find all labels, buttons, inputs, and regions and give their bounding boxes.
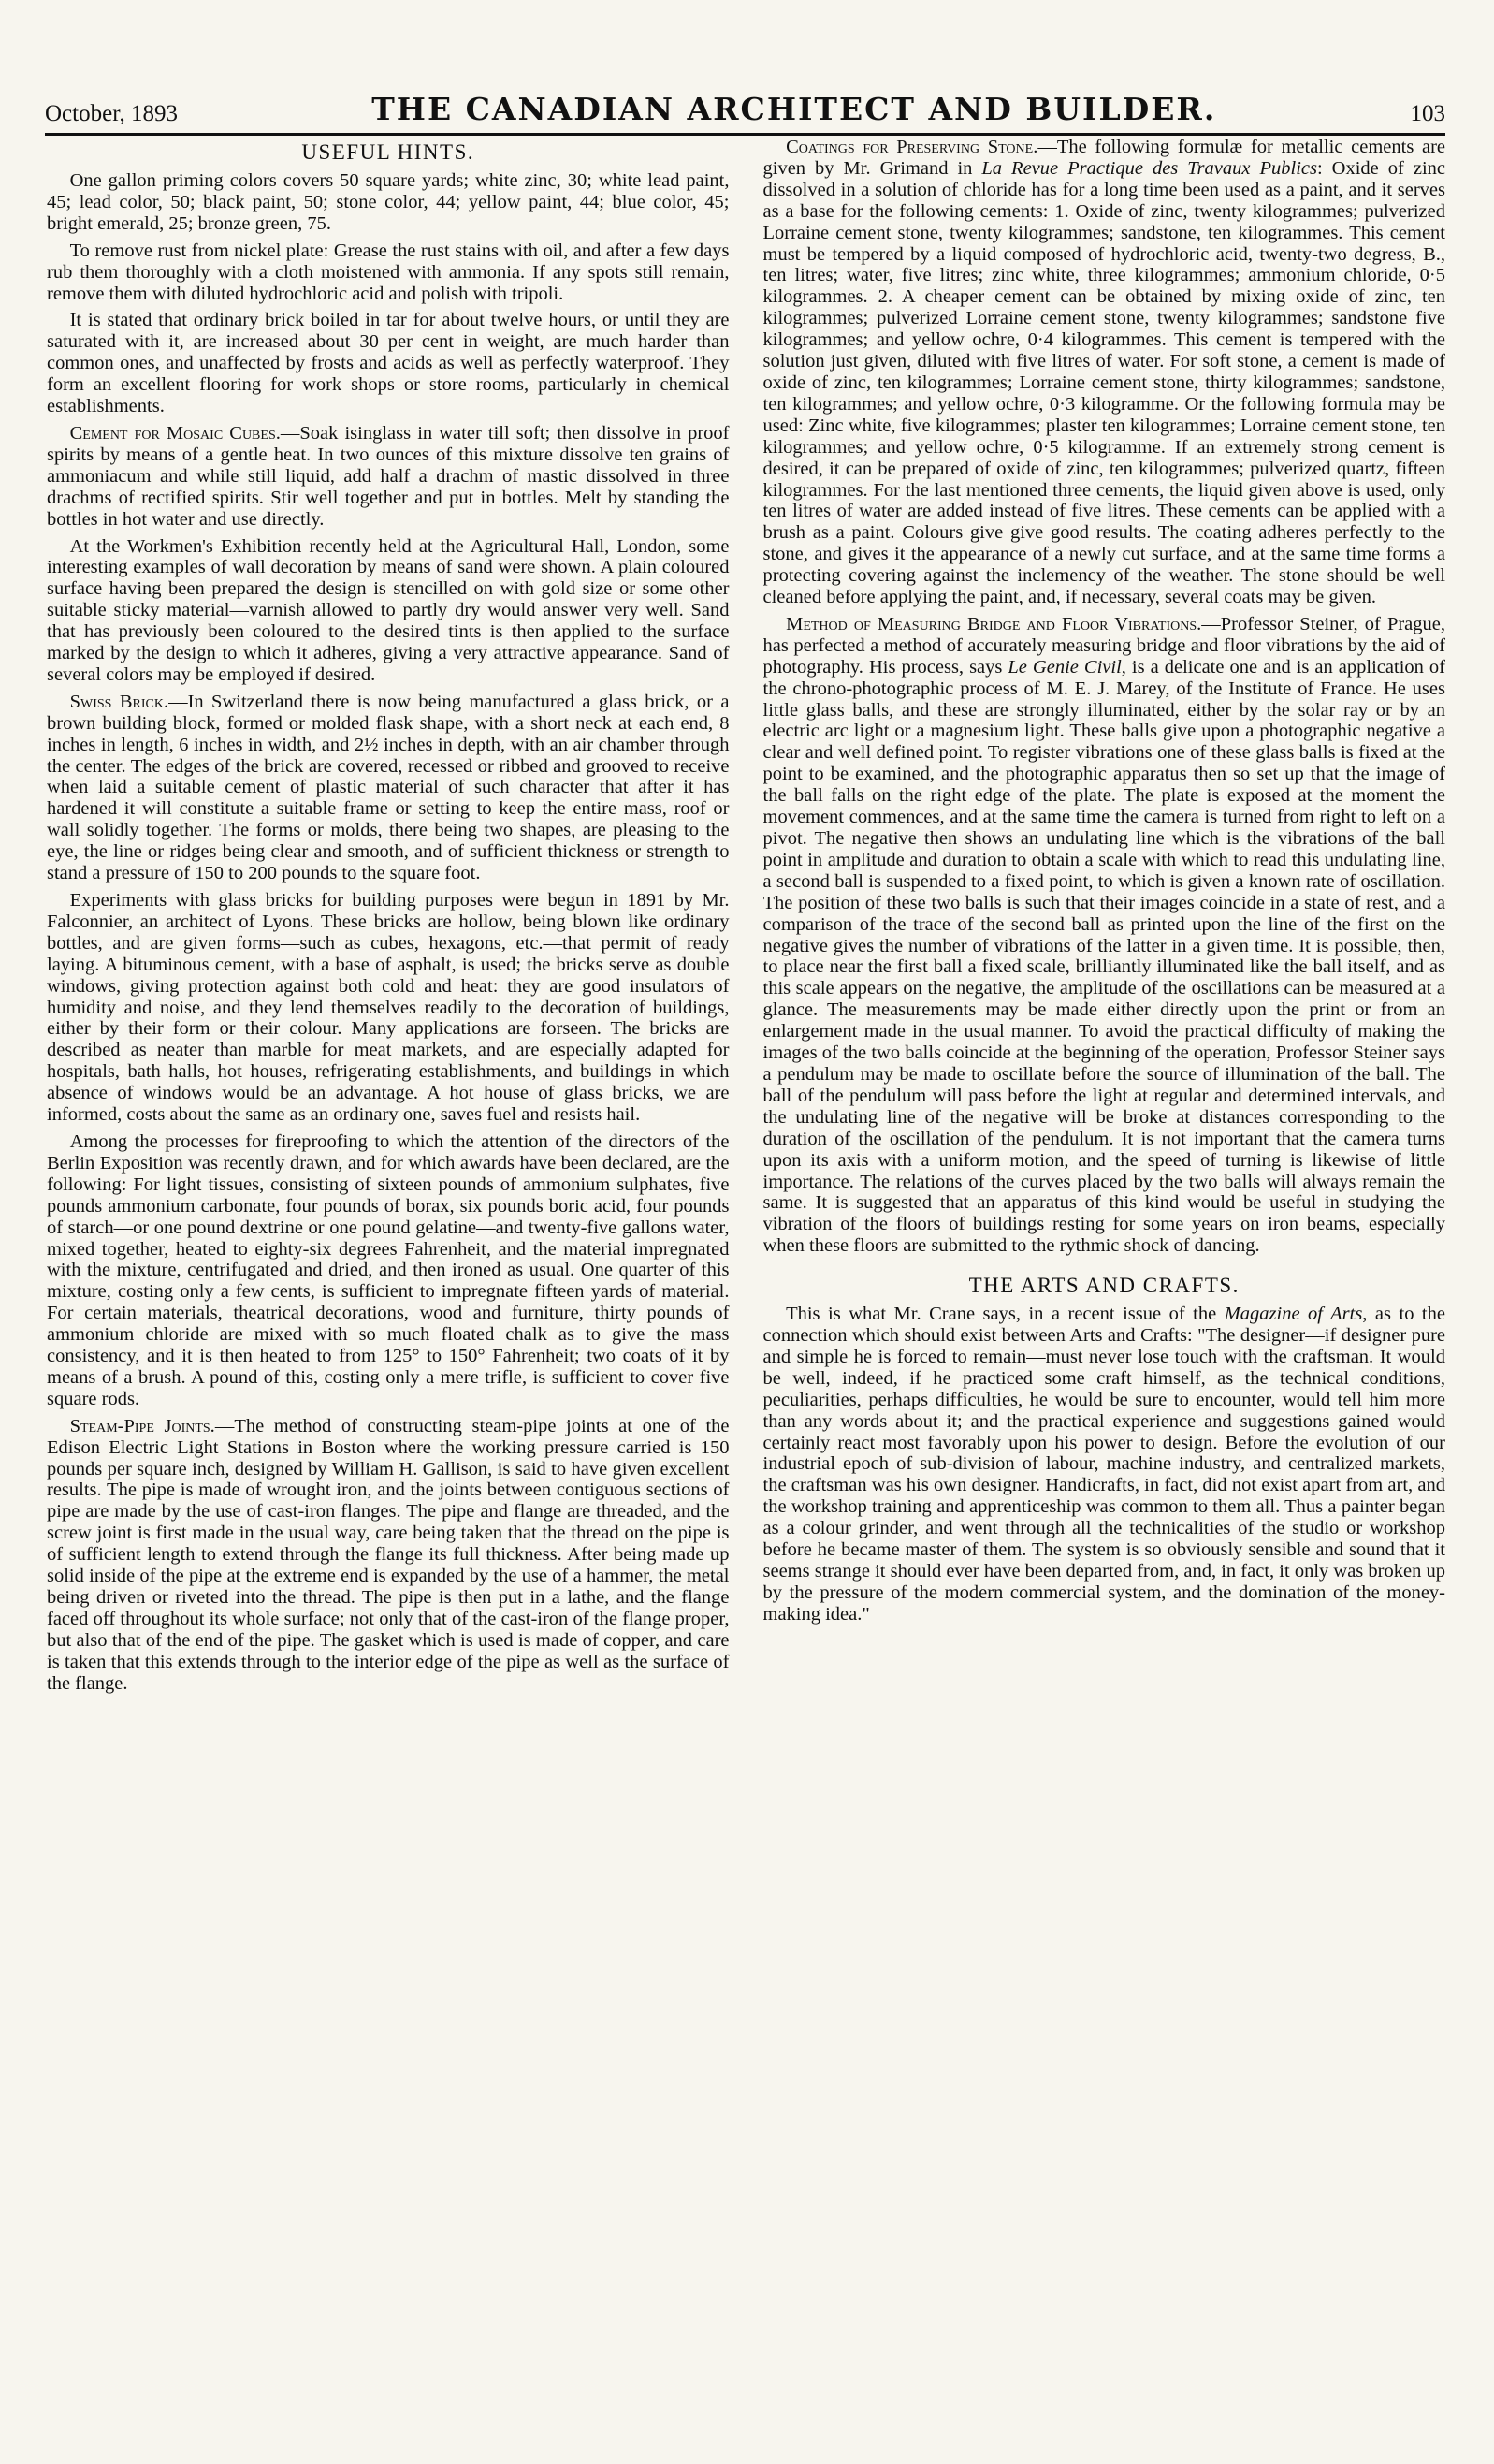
stone-coatings-lead: Coatings for Preserving Stone.: [786, 137, 1038, 157]
useful-hints-heading: USEFUL HINTS.: [301, 140, 475, 164]
rust-removal-paragraph: To remove rust from nickel plate: Grease the rust stains with oil, and after a few days rub them thoroughly with a cloth moistened with ammonia. If any spots still remain, remove them with diluted hydrochloric acid and polish with tripoli.: [47, 240, 730, 304]
paint-coverage-paragraph: One gallon priming colors covers 50 square yards; white zinc, 30; white lead paint, 45; lead color, 50; black paint, 50; stone color, 44; yellow paint, 44; blue color, 45; bright emerald, 25; bronze green, 75.: [47, 170, 730, 234]
arts-crafts-source: Magazine of Arts: [1224, 1304, 1363, 1325]
stone-coatings-paragraph: [763, 137, 1446, 608]
running-head: [45, 86, 1445, 136]
arts-crafts-body-b: , as to the connection which should exist between Arts and Crafts: "The designer—if designer pure and simple he is forced to remain—must never lose touch with the craftsman. It would be well, indeed, if he practiced some craft himself, as the technical conditions, peculiarities, perhaps difficulties, he would be sure to encounter, would tell him more than any words about it; and the practical experience and suggestions gained would certainly react most favorably upon his power to design. Before the evolution of our industrial epoch of sub-division of labour, machine industry, and centralized markets, the craftsman was his own designer. Handicrafts, in fact, did not exist apart from art, and the workshop training and apprenticeship was common to them all. Thus a painter began as a colour grinder, and went through all the technicalities of the studio or workshop before he became master of them. The system is so obviously sensible and sound that it seems strange it should ever have been departed from, and, in fact, it only was broken up by the pressure of the modern commercial system, and the domination of the money-making idea.": [762, 1304, 1445, 1625]
stone-coatings-source: La Revue Practique des Travaux Publics: [981, 157, 1317, 179]
left-column: [47, 137, 730, 2408]
mosaic-cement-paragraph: [47, 423, 730, 531]
article-columns: [47, 137, 1445, 2408]
mosaic-cement-body: —Soak isinglass in water till soft; then dissolve in proof spirits by means of a gentle heat. In two ounces of this mixture dissolve ten grains of ammoniacum and while still liquid, add half a drachm of mastic dissolved in three drachms of rectified spirits. Stir well together and put in bottles. Melt by standing the bottles in hot water and use directly.: [47, 422, 730, 530]
glass-brick-paragraph: Experiments with glass bricks for building purposes were begun in 1891 by Mr. Falconnier, an architect of Lyons. These bricks are hollow, being blown like ordinary bottles, and are given forms—such as cubes, hexagons, etc.—that permit of ready laying. A bituminous cement, with a base of asphalt, is used; the bricks serve as double windows, giving protection against both cold and heat: they are good insulators of humidity and noise, and they lend themselves readily to the decoration of buildings, either by their form or their colour. Many applications are forseen. The bricks are described as neater than marble for meat markets, and are especially adapted for hospitals, bath halls, hot houses, refrigerating establishments, and buildings in which absence of windows would be an advantage. A hot house of glass bricks, we are informed, costs about the same as an ordinary one, saves fuel and resists hail.: [47, 890, 730, 1126]
stone-coatings-body-b: : Oxide of zinc dissolved in a solution of chloride has for a long time been used as a paint, and it serves as a base for the following cements: 1. Oxide of zinc, twenty kilogrammes; pulverized Lorraine cement stone, twenty kilogrammes; sandstone, ten kilogrammes. This cement must be tempered by a liquid composed of hydrochloric acid, twenty-two degress, B., ten litres; water, five litres; zinc white, three kilogrammes; ammonium chloride, 0·5 kilogrammes. 2. A cheaper cement can be obtained by mixing oxide of zinc, ten kilogrammes; pulverized Lorraine cement stone, twenty kilogrammes; sandstone five kilogrammes; and yellow ochre, 0·4 kilogrammes. This cement is tempered with the solution just given, diluted with five litres of water. For soft stone, a cement is made of oxide of zinc, ten kilogrammes; Lorraine cement stone, thirty kilogrammes; sandstone, ten kilogrammes; and yellow ochre, 0·3 kilogramme. Or the following formula may be used: Zinc white, five kilogrammes; plaster ten kilogrammes; Lorraine cement stone, ten kilogrammes; and yellow ochre, 0·5 kilogramme. If an extremely strong cement is desired, it can be prepared of oxide of zinc, ten kilogrammes; pulverized quartz, fifteen kilogrammes. For the last mentioned three cements, the liquid given above is used, only ten litres of water are added instead of five litres. These cements can be applied with a brush as a paint. Colours give give good results. The coating adheres perfectly to the stone, and gives it the appearance of a newly cut surface, and at the same time forms a protecting covering against the inclemency of the weather. The stone should be well cleaned before applying the paint, and, if necessary, several coats may be given.: [762, 157, 1445, 608]
stone-coatings-body-a: —The following formulæ for metallic cements are given by Mr. Grimand in: [762, 137, 1445, 179]
vibrations-paragraph: [763, 614, 1446, 1257]
arts-crafts-paragraph: [763, 1304, 1446, 1626]
mosaic-cement-lead: Cement for Mosaic Cubes.: [69, 422, 281, 444]
tar-brick-paragraph: It is stated that ordinary brick boiled in tar for about twelve hours, or until they are saturated with it, are increased about 30 per cent in weight, are much harder than common ones, and unaffected by frosts and acids as well as perfectly waterproof. They form an excellent flooring for work shops or store rooms, particularly in chemical establishments.: [47, 310, 730, 417]
swiss-brick-lead: Swiss Brick.: [69, 691, 169, 712]
vibrations-body-a: —Professor Steiner, of Prague, has perfected a method of accurately measuring bridge and floor vibrations by the aid of photography. His process, says: [762, 613, 1445, 678]
right-column: [763, 137, 1446, 2408]
steam-pipe-paragraph: [47, 1416, 730, 1695]
issue-date: October, 1893: [45, 101, 179, 126]
steam-pipe-lead: Steam-Pipe Joints.: [69, 1415, 215, 1436]
fireproofing-paragraph: Among the processes for fireproofing to which the attention of the directors of the Berlin Exposition was recently drawn, and for which awards have been declared, are the following: For light tissues, consisting of sixteen pounds of ammonium sulphates, five pounds ammonium carbonate, four pounds of borax, six pounds boric acid, four pounds of starch—or one pound dextrine or one pound gelatine—and twenty-five gallons water, mixed together, heated to eighty-six degrees Fahrenheit, and the material impregnated with the mixture, centrifugated and dried, and then ironed as usual. One quarter of this mixture, costing only a few cents, is sufficient to impregnate fifteen yards of material. For certain materials, theatrical decorations, wood and furniture, thirty pounds of ammonium chloride are mixed with so much floated chalk as to give the mass consistency, and it is then heated to from 125° to 150° Fahrenheit; two coats of it by means of a brush. A pound of this, costing only a mere trifle, is sufficient to cover five square rods.: [47, 1130, 730, 1409]
sand-decoration-paragraph: At the Workmen's Exhibition recently held at the Agricultural Hall, London, some interesting examples of wall decoration by means of sand were shown. A plain coloured surface having been prepared the design is stencilled on with gold size or some other suitable sticky material—varnish allowed to partly dry would answer very well. Sand that has previously been coloured to the desired tints is then applied to the surface marked by the design to which it adheres, giving a very attractive appearance. Sand of several colors may be employed if desired.: [47, 535, 730, 685]
steam-pipe-body: —The method of constructing steam-pipe joints at one of the Edison Electric Light Stations in Boston where the working pressure carried is 150 pounds per square inch, designed by William H. Gallison, is said to have given excellent results. The pipe is made of wrought iron, and the joints between contiguous sections of pipe are made by the use of cast-iron flanges. The pipe and flange are threaded, and the screw joint is first made in the usual way, care being taken that the thread on the pipe is of sufficient length to extend through the flange its full thickness. After being made up solid inside of the pipe at the extreme end is expanded by the use of a hammer, the metal being driven or riveted into the thread. The pipe is then put in a lathe, and the flange faced off throughout its whole surface; not only that of the cast-iron of the flange proper, but also that of the end of the pipe. The gasket which is used is made of copper, and care is taken that this extends through to the interior edge of the pipe as well as the surface of the flange.: [47, 1415, 730, 1694]
swiss-brick-body: —In Switzerland there is now being manufactured a glass brick, or a brown building block, formed or molded flask shape, with a short neck at each end, 8 inches in length, 6 inches in width, and 2½ inches in depth, with an air chamber through the center. The edges of the brick are covered, recessed or ribbed and grooved to receive when laid a suitable cement of plastic material of such character that after it has hardened it will constitute a suitable frame or setting to keep the entire mass, roof or wall solidly together. The forms or molds, there being two shapes, are pleasing to the eye, the line or ridges being clear and smooth, and of sufficient thickness or strength to stand a pressure of 150 to 200 pounds to the square foot.: [47, 691, 730, 884]
arts-crafts-heading: THE ARTS AND CRAFTS.: [968, 1274, 1240, 1298]
swiss-brick-paragraph: [47, 692, 730, 884]
vibrations-lead: Method of Measuring Bridge and Floor Vibrations.: [786, 613, 1202, 634]
vibrations-body-b: , is a delicate one and is an application of the chrono-photographic process of M. E. J. Marey, of the Institute of France. He uses little glass balls, and these are strongly illuminated, either by the solar ray or by an electric arc light or a magnesium light. These balls give upon a photographic negative a clear and well defined point. To register vibrations one of these glass balls is fixed at the point to be examined, and the photographic apparatus then so set up that the image of the ball falls on the right edge of the plate. The plate is exposed at the moment the movement commences, and at the same time the camera is turned from right to left on a pivot. The negative then shows an undulating line which is the vibrations of the ball point in amplitude and duration to obtain a scale with which to read this undulating line, a second ball is suspended to a fixed point, to which is given a known rate of oscillation. The position of these two balls is such that their images coincide in a state of rest, and a comparison of the trace of the second ball as printed upon the line of the first on the negative gives the number of vibrations of the latter in a given time. It is possible, then, to place near the first ball a fixed scale, brilliantly illuminated like the ball itself, and as this scale appears on the negative, the amplitude of the oscillations can be measured at a glance. The measurements may be made either directly upon the print or from an enlargement made in the usual manner. To avoid the practical difficulty of making the images of the two balls coincide at the beginning of the operation, Professor Steiner says a pendulum may be made to oscillate before the source of illumination of the ball. The ball of the pendulum will pass before the light at regular and determined intervals, and the undulating line of the negative will be broke at distances corresponding to the duration of the oscillation of the pendulum. It is not important that the camera turns upon its axis with a uniform motion, and the speed of turning is likewise of little importance. The relations of the curves placed by the two balls will always remain the same. It is suggested that an apparatus of this kind would be useful in studying the vibration of the floors of buildings resting for some years on iron beams, especially when these floors are submitted to the rythmic shock of dancing.: [762, 656, 1445, 1257]
vibrations-source: Le Genie Civil: [1008, 656, 1122, 678]
page-number: 103: [1410, 101, 1445, 126]
publication-title: THE CANADIAN ARCHITECT AND BUILDER.: [371, 91, 1217, 127]
arts-crafts-body-a: This is what Mr. Crane says, in a recent issue of the: [786, 1304, 1225, 1325]
